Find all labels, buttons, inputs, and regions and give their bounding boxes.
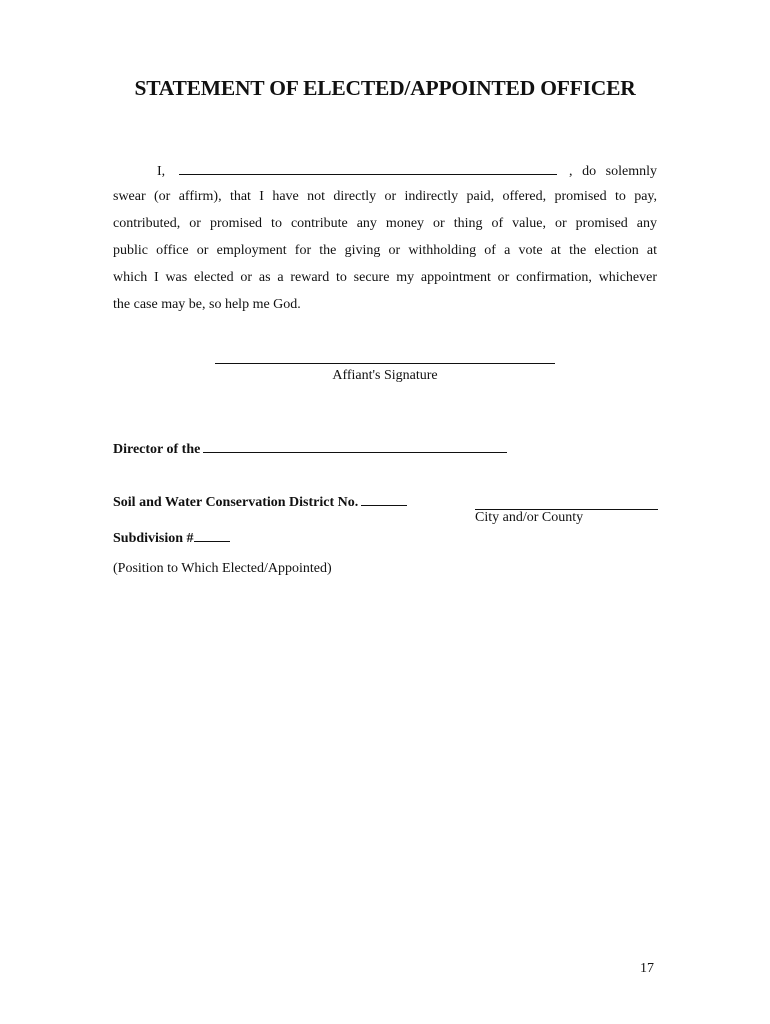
affiant-name-blank[interactable]: [179, 160, 557, 175]
subdivision-label: Subdivision #: [113, 531, 194, 546]
oath-first-line-tail: [561, 162, 657, 182]
oath-line-6: the case may be, so help me God.: [113, 297, 301, 312]
oath-line-4: public office or employment for the giving or withholding of a vote at the election at: [113, 243, 657, 258]
page-number: 17: [640, 961, 654, 976]
affiant-signature-line[interactable]: [215, 363, 555, 364]
document-title: STATEMENT OF ELECTED/APPOINTED OFFICER: [134, 76, 636, 100]
oath-line-2: swear (or affirm), that I have not directly or indirectly paid, offered, promised to pay,: [113, 189, 657, 204]
oath-pronoun: I,: [157, 164, 166, 179]
oath-line-5: which I was elected or as a reward to secure my appointment or confirmation, whichever: [113, 270, 657, 285]
subdivision-row: [113, 528, 230, 547]
city-county-label: City and/or County: [475, 510, 584, 525]
district-number-blank[interactable]: [361, 492, 407, 506]
oath-line-3: contributed, or promised to contribute any money or thing of value, or promised any: [113, 216, 657, 231]
oath-word-do: do: [582, 164, 597, 179]
position-label: (Position to Which Elected/Appointed): [113, 561, 332, 576]
district-label: Soil and Water Conservation District No.: [113, 495, 359, 510]
oath-comma: ,: [569, 164, 573, 179]
director-label: Director of the: [113, 442, 201, 457]
affiant-signature-label: Affiant's Signature: [332, 368, 438, 383]
director-row: [113, 439, 507, 458]
oath-word-solemnly: solemnly: [605, 164, 657, 179]
district-row: [113, 492, 407, 511]
oath-first-line: [113, 160, 657, 182]
subdivision-blank[interactable]: [194, 528, 230, 542]
director-blank[interactable]: [203, 439, 507, 453]
